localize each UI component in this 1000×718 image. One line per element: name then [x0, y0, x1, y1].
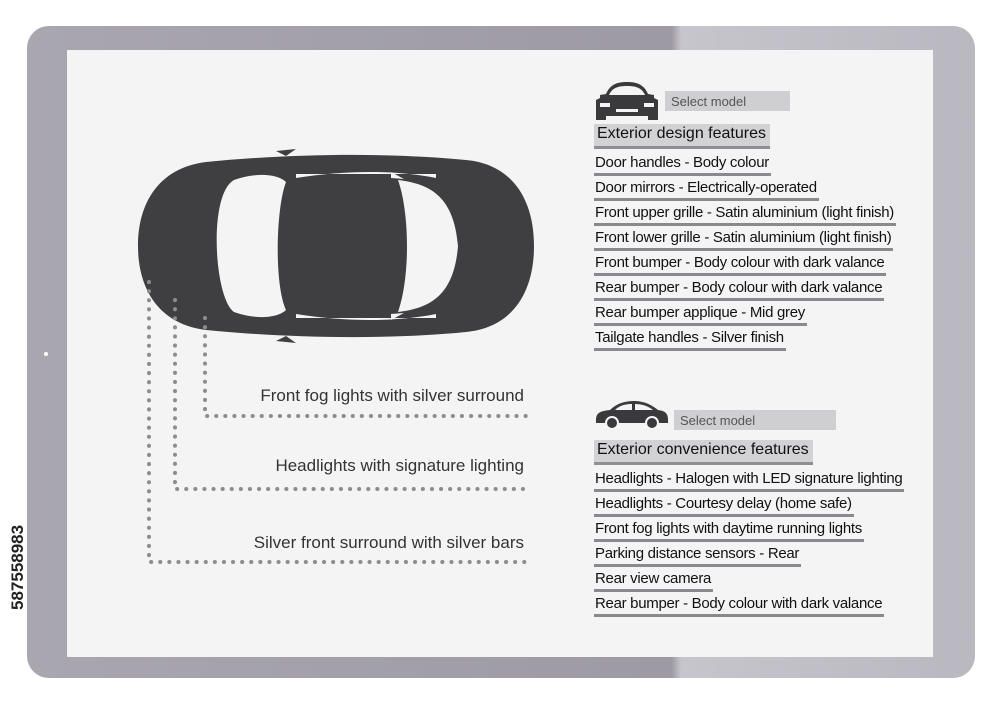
feature-item: Headlights - Halogen with LED signature lighting: [594, 469, 904, 492]
callout-front-surround: Silver front surround with silver bars: [253, 533, 524, 552]
feature-item: Rear bumper applique - Mid grey: [594, 303, 807, 326]
callout-fog-lights: Front fog lights with silver surround: [260, 386, 524, 405]
feature-item: Parking distance sensors - Rear: [594, 544, 801, 567]
select-model-button[interactable]: Select model: [674, 410, 836, 430]
feature-item: Front upper grille - Satin aluminium (light finish): [594, 203, 896, 226]
feature-item: Door mirrors - Electrically-operated: [594, 178, 819, 201]
hatchback-front-icon: [594, 80, 660, 124]
exterior-convenience-panel: [594, 396, 924, 617]
model-selector-row: [594, 80, 924, 124]
feature-item: Rear bumper - Body colour with dark valance: [594, 594, 884, 617]
feature-item: Door handles - Body colour: [594, 153, 771, 176]
exterior-design-panel: [594, 80, 924, 351]
section-title: Exterior convenience features: [594, 440, 813, 465]
feature-item: Tailgate handles - Silver finish: [594, 328, 786, 351]
stock-id-text: 587558983: [8, 524, 27, 610]
select-model-button[interactable]: Select model: [665, 91, 790, 111]
section-title: Exterior design features: [594, 124, 770, 149]
feature-item: Headlights - Courtesy delay (home safe): [594, 494, 854, 517]
feature-item: Rear view camera: [594, 569, 713, 592]
feature-item: Front fog lights with daytime running lights: [594, 519, 864, 542]
callout-headlights: Headlights with signature lighting: [275, 456, 524, 475]
model-selector-row: [594, 396, 924, 434]
feature-item: Rear bumper - Body colour with dark valance: [594, 278, 884, 301]
leader-line-front-surround: [149, 282, 526, 562]
sedan-side-icon: [594, 396, 670, 432]
feature-item: Front bumper - Body colour with dark valance: [594, 253, 886, 276]
feature-item: Front lower grille - Satin aluminium (light finish): [594, 228, 893, 251]
